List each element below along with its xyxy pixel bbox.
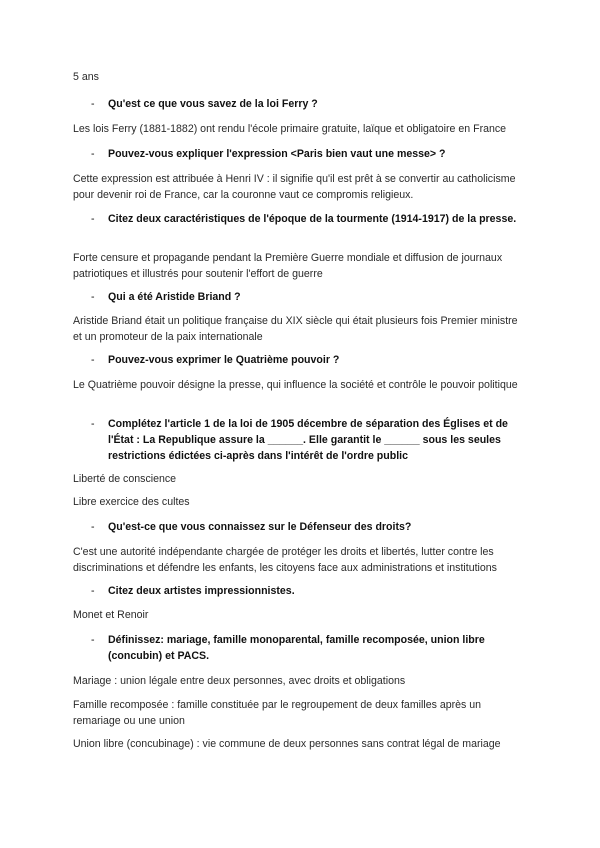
bullet-dash: - [91,213,95,225]
answer-8: Monet et Renoir [73,609,149,621]
answer-5: Le Quatrième pouvoir désigne la presse, qui influence la société et contrôle le pouvoir politique [73,379,518,391]
answer-9c: Union libre (concubinage) : vie commune de deux personnes sans contrat légal de mariage [73,738,501,750]
question-text: Citez deux artistes impressionnistes. [108,585,295,597]
bullet-dash: - [91,418,95,430]
answer-2: Cette expression est attribuée à Henri IV : il signifie qu'il est prêt à se convertir au catholicisme pour devenir roi de France, car la couronne vaut ce compromis religieux. [73,173,516,201]
question-text: Pouvez-vous exprimer le Quatrième pouvoir ? [108,354,340,366]
question-3 [91,211,526,227]
answer-3: Forte censure et propagande pendant la Première Guerre mondiale et diffusion de journaux patriotiques et illustrés pour soutenir l'effort de guerre [73,252,503,280]
question-8 [91,583,526,599]
question-text: Pouvez-vous expliquer l'expression <Paris bien vaut une messe> ? [108,148,446,160]
question-6 [91,416,526,464]
answer-7: C'est une autorité indépendante chargée de protéger les droits et libertés, lutter contre les discriminations et défendre les enfants, les citoyens face aux administrations et institutions [73,546,497,574]
question-text: Complétez l'article 1 de la loi de 1905 décembre de séparation des Églises et de l'État : La Republique assure la ______. Elle garantit le ______ sous les seules restrictions édictées ci-après dans l'intérêt de l'ordre public [108,418,508,462]
question-text: Qu'est-ce que vous connaissez sur le Défenseur des droits? [108,521,412,533]
bullet-dash: - [91,585,95,597]
question-text: Qui a été Aristide Briand ? [108,291,241,303]
bullet-dash: - [91,291,95,303]
bullet-dash: - [91,98,95,110]
question-5 [91,352,526,368]
bullet-dash: - [91,521,95,533]
question-text: Définissez: mariage, famille monoparental, famille recomposée, union libre (concubin) et PACS. [108,634,485,662]
bullet-dash: - [91,148,95,160]
intro-text: 5 ans [73,71,99,83]
answer-9a: Mariage : union légale entre deux personnes, avec droits et obligations [73,675,406,687]
answer-4: Aristide Briand était un politique française du XIX siècle qui était plusieurs fois Premier ministre et un promoteur de la paix internationale [73,315,518,343]
question-1 [91,96,526,112]
question-7 [91,519,526,535]
answer-6a: Liberté de conscience [73,473,177,485]
answer-9b: Famille recomposée : famille constituée par le regroupement de deux familles après un remariage ou une union [73,699,482,727]
question-2 [91,146,526,162]
question-9 [91,632,526,664]
bullet-dash: - [91,634,95,646]
answer-6b: Libre exercice des cultes [73,496,190,508]
question-text: Citez deux caractéristiques de l'époque de la tourmente (1914-1917) de la presse. [108,213,517,225]
answer-1: Les lois Ferry (1881-1882) ont rendu l'école primaire gratuite, laïque et obligatoire en France [73,123,507,135]
question-4 [91,289,526,305]
question-text: Qu'est ce que vous savez de la loi Ferry ? [108,98,318,110]
bullet-dash: - [91,354,95,366]
